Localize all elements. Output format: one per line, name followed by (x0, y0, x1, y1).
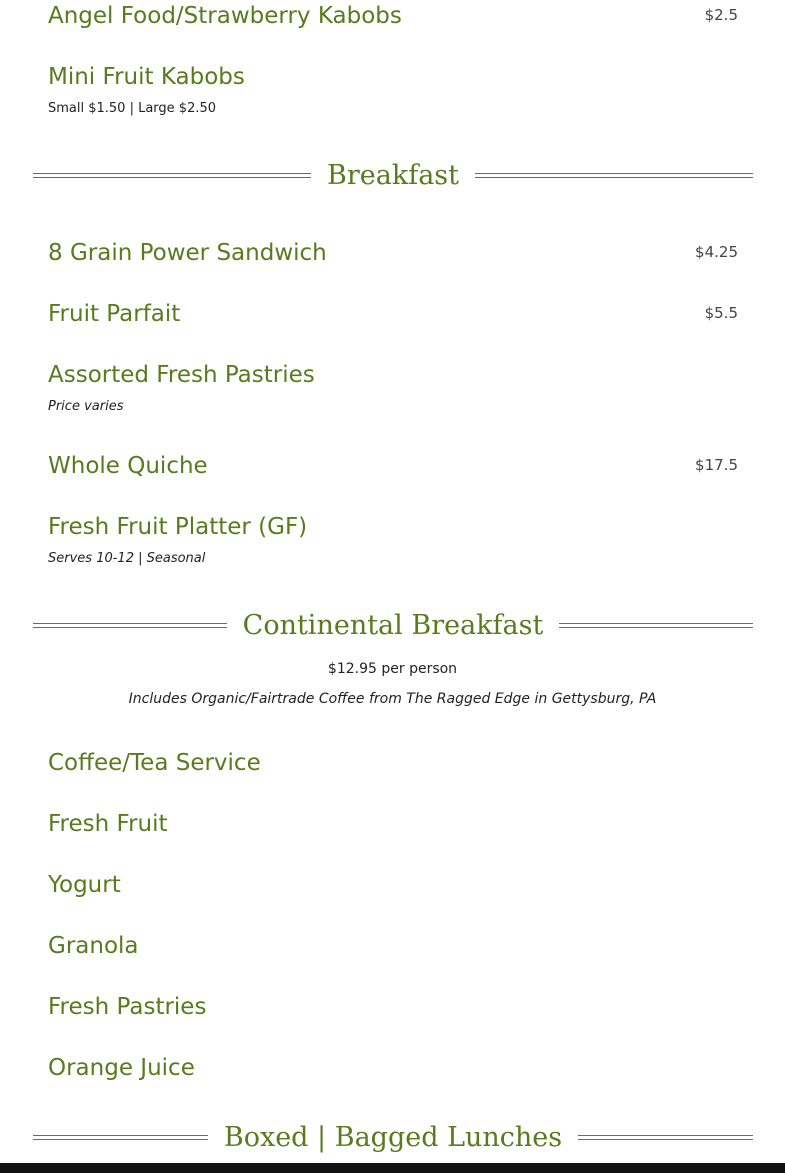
menu-item-name: Whole Quiche (48, 453, 208, 479)
bottom-bar (0, 1163, 785, 1173)
section-heading-breakfast (33, 155, 753, 195)
section-description: Includes Organic/Fairtrade Coffee from The Ragged Edge in Gettysburg, PA (128, 691, 657, 707)
menu-item-name: Mini Fruit Kabobs (48, 64, 245, 90)
menu-item-name: Assorted Fresh Pastries (48, 362, 315, 388)
divider-rule (33, 173, 311, 178)
section-title: Boxed | Bagged Lunches (223, 1121, 563, 1153)
divider-rule (33, 1135, 208, 1140)
divider-rule (33, 623, 227, 628)
menu-item-name: Granola (48, 933, 139, 959)
menu-item-note: Small $1.50 | Large $2.50 (48, 101, 217, 116)
section-heading-boxed-lunches (33, 1117, 753, 1157)
menu-item-note: Serves 10-12 | Seasonal (48, 551, 206, 566)
menu-item-price: $2.5 (704, 6, 738, 24)
menu-item-name: Fresh Fruit (48, 811, 168, 837)
divider-rule (475, 173, 753, 178)
divider-rule (578, 1135, 753, 1140)
menu-item-price: $4.25 (695, 243, 738, 261)
section-price: $12.95 per person (327, 661, 458, 677)
section-heading-continental-breakfast (33, 605, 753, 645)
section-title: Continental Breakfast (242, 609, 544, 641)
menu-item-name: Fruit Parfait (48, 301, 181, 327)
menu-item-name: Angel Food/Strawberry Kabobs (48, 3, 402, 29)
menu-item-name: Yogurt (48, 872, 121, 898)
menu-item-price: $5.5 (704, 304, 738, 322)
menu-item-note: Price varies (48, 399, 124, 414)
menu-item-name: Orange Juice (48, 1055, 195, 1081)
divider-rule (559, 623, 753, 628)
section-title: Breakfast (327, 159, 459, 191)
menu-item-price: $17.5 (695, 456, 738, 474)
menu-item-name: 8 Grain Power Sandwich (48, 240, 327, 266)
menu-item-name: Fresh Fruit Platter (GF) (48, 514, 308, 540)
menu-item-name: Fresh Pastries (48, 994, 207, 1020)
menu-item-name: Coffee/Tea Service (48, 750, 261, 776)
